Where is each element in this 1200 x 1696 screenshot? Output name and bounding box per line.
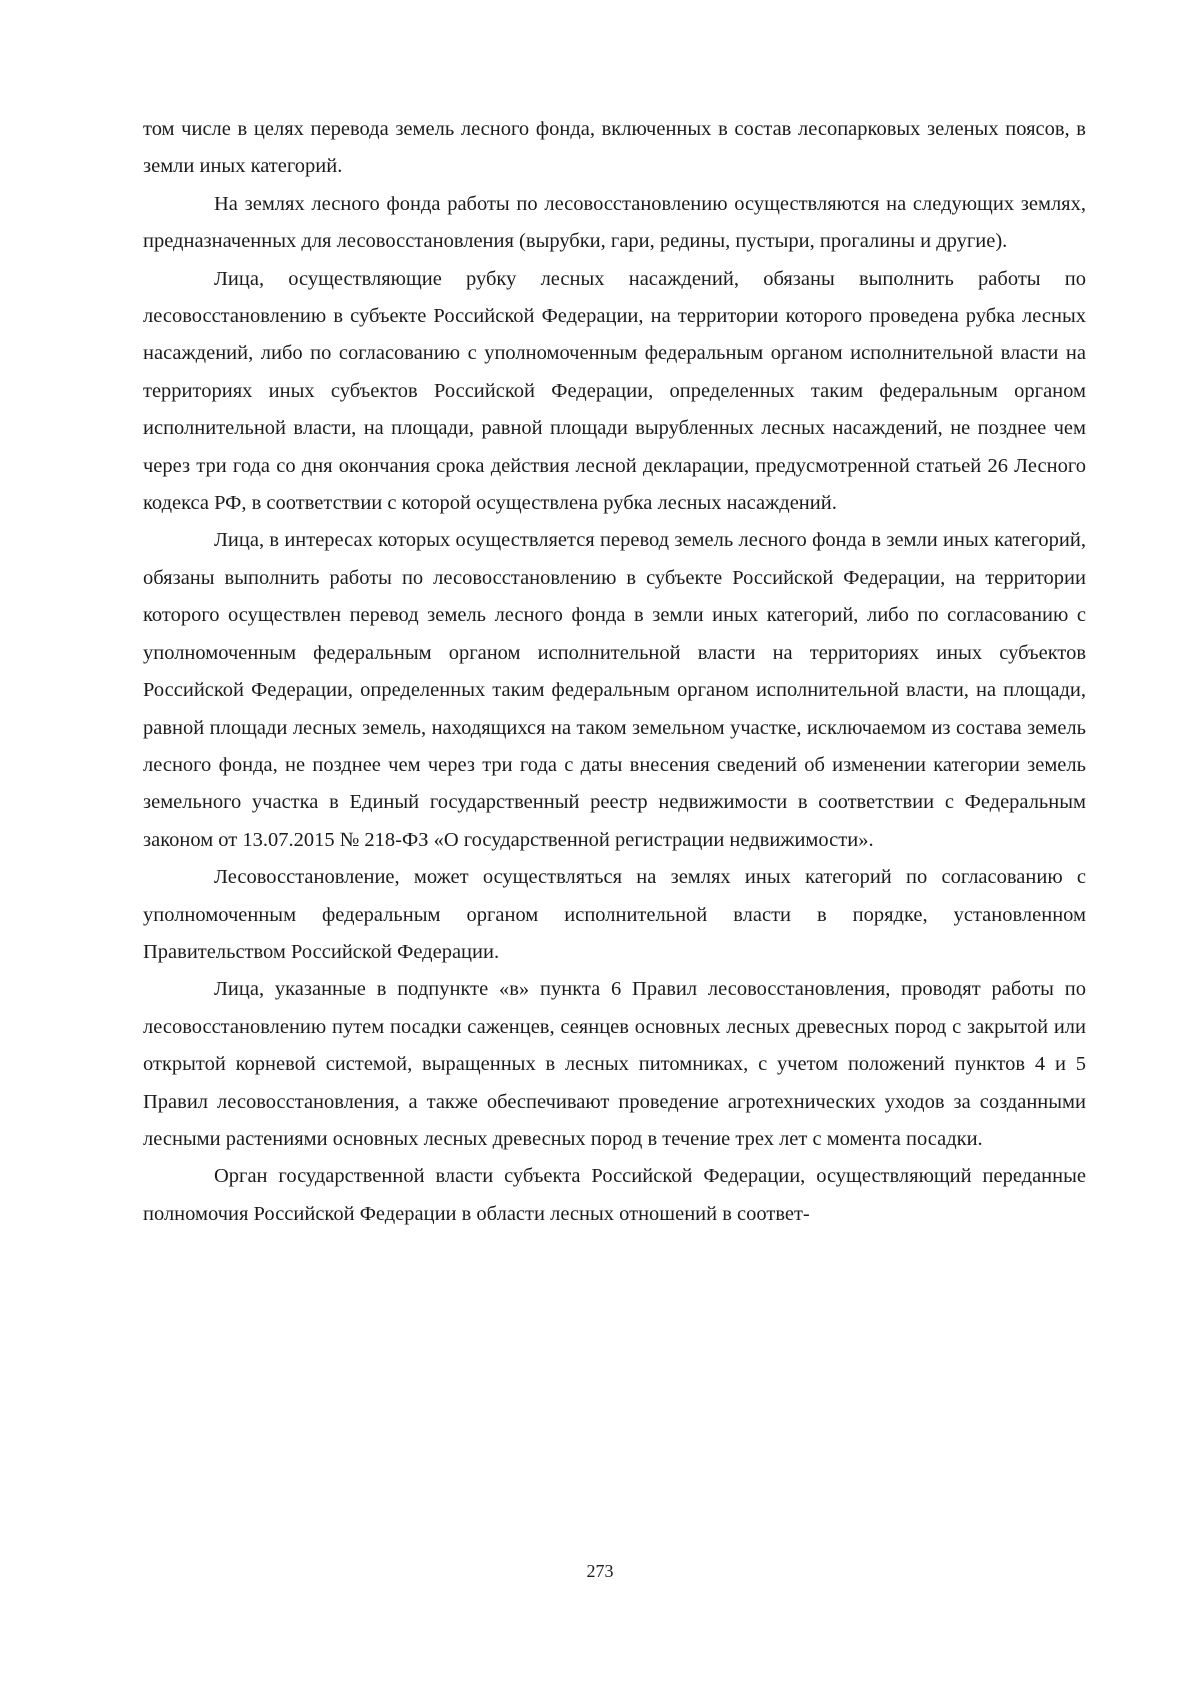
body-text [143,111,1086,1233]
paragraph-reforestation-lands: На землях лесного фонда работы по лесовосстановлению осуществляются на следующих землях, предназначенных для лесовосстановления (вырубки, гари, редины, пустыри, прогалины и другие). [143,192,1086,253]
paragraph-continuation: том числе в целях перевода земель лесного фонда, включенных в состав лесопарковых зеленых поясов, в земли иных категорий. [143,118,1086,178]
paragraph-other-categories: Лесовосстановление, может осуществляться на землях иных категорий по согласованию с уполномоченным федеральным органом исполнительной власти в порядке, установленном Правительством Российской Федерации. [143,866,1086,963]
paragraph-land-transfer-obligations: Лица, в интересах которых осуществляется перевод земель лесного фонда в земли иных категорий, обязаны выполнить работы по лесовосстановлению в субъекте Российской Федерации, на территории которого осуществлен перевод земель лесного фонда в земли иных категорий, либо по согласованию с уполномоченным федеральным органом исполнительной власти на территориях иных субъектов Российской Федерации, определенных таким федеральным органом исполнительной власти, на площади, равной площади лесных земель, находящихся на таком земельном участке, исключаемом из состава земель лесного фонда, не позднее чем через три года с даты внесения сведений об изменении категории земель земельного участка в Единый государственный реестр недвижимости в соответствии с Федеральным законом от 13.07.2015 № 218-ФЗ «О государственной регистрации недвижимости». [143,529,1086,851]
page-number: 273 [586,1561,614,1581]
paragraph-planting-works: Лица, указанные в подпункте «в» пункта 6 Правил лесовосстановления, проводят работы по лесовосстановлению путем посадки саженцев, сеянцев основных лесных древесных пород с закрытой или открытой корневой системой, выращенных в лесных питомниках, с учетом положений пунктов 4 и 5 Правил лесовосстановления, а также обеспечивают проведение агротехнических уходов за созданными лесными растениями основных лесных древесных пород в течение трех лет с момента посадки. [143,978,1086,1150]
paragraph-state-authority: Орган государственной власти субъекта Российской Федерации, осуществляющий переданные полномочия Российской Федерации в области лесных отношений в соответ- [143,1165,1086,1225]
paragraph-logging-obligations: Лица, осуществляющие рубку лесных насаждений, обязаны выполнить работы по лесовосстановлению в субъекте Российской Федерации, на территории которого проведена рубка лесных насаждений, либо по согласованию с уполномоченным федеральным органом исполнительной власти на территориях иных субъектов Российской Федерации, определенных таким федеральным органом исполнительной власти, на площади, равной площади вырубленных лесных насаждений, не позднее чем через три года со дня окончания срока действия лесной декларации, предусмотренной статьей 26 Лесного кодекса РФ, в соответствии с которой осуществлена рубка лесных насаждений. [143,267,1086,515]
